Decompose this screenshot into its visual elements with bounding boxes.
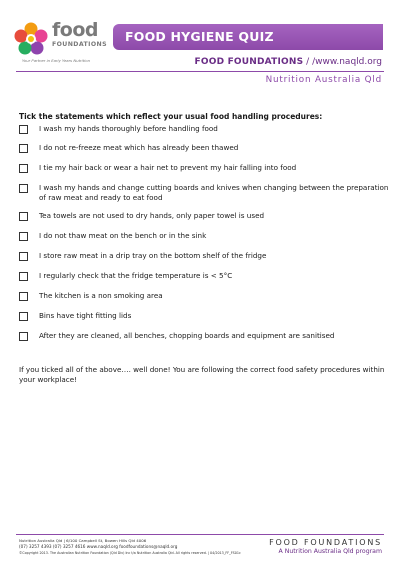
statement-text: I regularly check that the fridge temperature is < 5°C: [39, 271, 233, 280]
checkbox[interactable]: [19, 232, 28, 241]
checkbox[interactable]: [19, 252, 28, 261]
logo-subtitle: FOUNDATIONS: [52, 41, 107, 48]
list-item: [19, 231, 389, 251]
brand-separator: /: [303, 57, 313, 67]
list-item: [19, 311, 389, 331]
statement-text: I do not re-freeze meat which has already been thawed: [39, 143, 239, 152]
checkbox[interactable]: [19, 164, 28, 173]
list-item: [19, 163, 389, 183]
quiz-conclusion: If you ticked all of the above…. well done! You are following the correct food safety procedures within your workplace!: [19, 365, 385, 384]
organisation-name: Nutrition Australia Qld: [265, 75, 382, 85]
checkbox[interactable]: [19, 272, 28, 281]
quiz-instruction: Tick the statements which reflect your usual food handling procedures:: [19, 112, 323, 121]
statement-text: The kitchen is a non smoking area: [39, 291, 163, 300]
footer-address: Nutrition Australia Qld | 6/100 Campbell St, Bowen Hills Qld 4006: [19, 538, 147, 543]
statement-text: I store raw meat in a drip tray on the bottom shelf of the fridge: [39, 251, 267, 260]
flower-logo-icon: [14, 22, 48, 56]
website-link[interactable]: /www.naqld.org: [312, 57, 382, 67]
quiz-checklist: [19, 124, 389, 351]
checkbox[interactable]: [19, 312, 28, 321]
footer-contacts: (07) 3257 4393 (07) 3257 4616 www.naqld.org foodfoundations@naqld.org: [19, 544, 178, 549]
page-title: FOOD HYGIENE QUIZ: [125, 29, 274, 44]
brand-name: FOOD FOUNDATIONS: [194, 57, 304, 67]
statement-text: After they are cleaned, all benches, chopping boards and equipment are sanitised: [39, 331, 335, 340]
statement-text: I do not thaw meat on the bench or in the sink: [39, 231, 207, 240]
list-item: [19, 124, 389, 143]
checkbox[interactable]: [19, 144, 28, 153]
statement-text: I wash my hands and change cutting boards and knives when changing between the preparation of raw meat and ready to eat food: [39, 183, 389, 202]
list-item: [19, 291, 389, 311]
list-item: [19, 211, 389, 231]
footer-contact: [19, 538, 241, 556]
statement-text: Tea towels are not used to dry hands, only paper towel is used: [39, 211, 265, 220]
footer-copyright: ©Copyright 2013. The Australian Nutrition Foundation (Qld Div) Inc t/a Nutrition Australia Qld. All rights reserved. | 04/2013_FF_FS01c: [19, 551, 241, 555]
checkbox[interactable]: [19, 125, 28, 134]
list-item: [19, 251, 389, 271]
footer-brand-subtitle: A Nutrition Australia Qld program: [278, 548, 382, 555]
list-item: [19, 143, 389, 163]
checkbox[interactable]: [19, 292, 28, 301]
header-divider: [16, 71, 384, 72]
logo-word: food: [52, 19, 98, 41]
statement-text: I tie my hair back or wear a hair net to prevent my hair falling into food: [39, 163, 297, 172]
list-item: [19, 331, 389, 351]
list-item: [19, 183, 389, 211]
footer-brand-block: [269, 538, 382, 555]
checkbox[interactable]: [19, 332, 28, 341]
footer-brand: FOOD FOUNDATIONS: [269, 538, 382, 547]
food-foundations-logo: [14, 19, 124, 66]
statement-text: I wash my hands thoroughly before handling food: [39, 124, 218, 133]
checkbox[interactable]: [19, 184, 28, 193]
title-banner: [113, 24, 383, 50]
brand-line: [195, 57, 382, 67]
logo-tagline: Your Partner in Early Years Nutrition: [22, 58, 90, 63]
statement-text: Bins have tight fitting lids: [39, 311, 132, 320]
checkbox[interactable]: [19, 212, 28, 221]
footer-divider: [16, 534, 384, 535]
list-item: [19, 271, 389, 291]
